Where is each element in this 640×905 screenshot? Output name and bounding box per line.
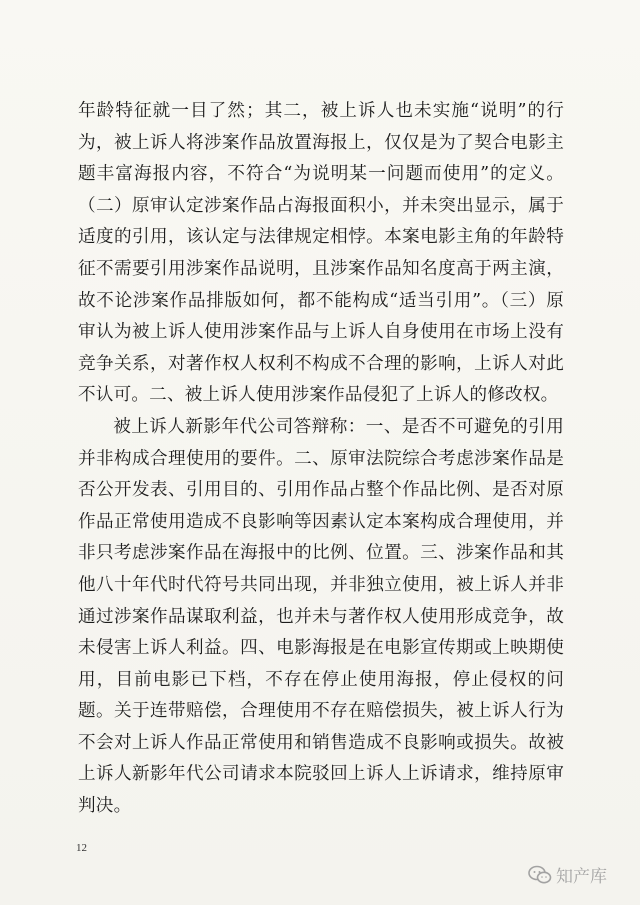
document-body — [78, 96, 564, 823]
paragraph-appellee-reply: 被上诉人新影年代公司答辩称：一、是否不可避免的引用并非构成合理使用的要件。二、原审法院综合考虑涉案作品是否公开发表、引用目的、引用作品占整个作品比例、是否对原作品正常使用造成不良影响等因素认定本案构成合理使用，并非只考虑涉案作品在海报中的比例、位置。三、涉案作品和其他八十年代时代符号共同出现，并非独立使用，被上诉人并非通过涉案作品谋取利益，也并未与著作权人使用形成竞争，故未侵害上诉人利益。四、电影海报是在电影宣传期或上映期使用，目前电影已下档，不存在停止使用海报，停止侵权的问题。关于连带赔偿，合理使用不存在赔偿损失，被上诉人行为不会对上诉人作品正常使用和销售造成不良影响或损失。故被上诉人新影年代公司请求本院驳回上诉人上诉请求，维持原审判决。 — [78, 416, 564, 817]
page-number: 12 — [76, 842, 87, 854]
wechat-icon — [528, 865, 552, 885]
paragraph-appellant-arguments: 年龄特征就一目了然；其二，被上诉人也未实施“说明”的行为，被上诉人将涉案作品放置海报上，仅仅是为了契合电影主题丰富海报内容，不符合“为说明某一问题而使用”的定义。（二）原审认定涉案作品占海报面积小，并未突出显示，属于适度的引用，该认定与法律规定相悖。本案电影主角的年龄特征不需要引用涉案作品说明，且涉案作品知名度高于两主演，故不论涉案作品排版如何，都不能构成“适当引用”。（三）原审认为被上诉人使用涉案作品与上诉人自身使用在市场上没有竞争关系，对著作权人权利不构成不合理的影响，上诉人对此不认可。二、被上诉人使用涉案作品侵犯了上诉人的修改权。 — [78, 101, 564, 406]
watermark-text: 知产库 — [556, 867, 607, 887]
watermark — [528, 862, 607, 887]
